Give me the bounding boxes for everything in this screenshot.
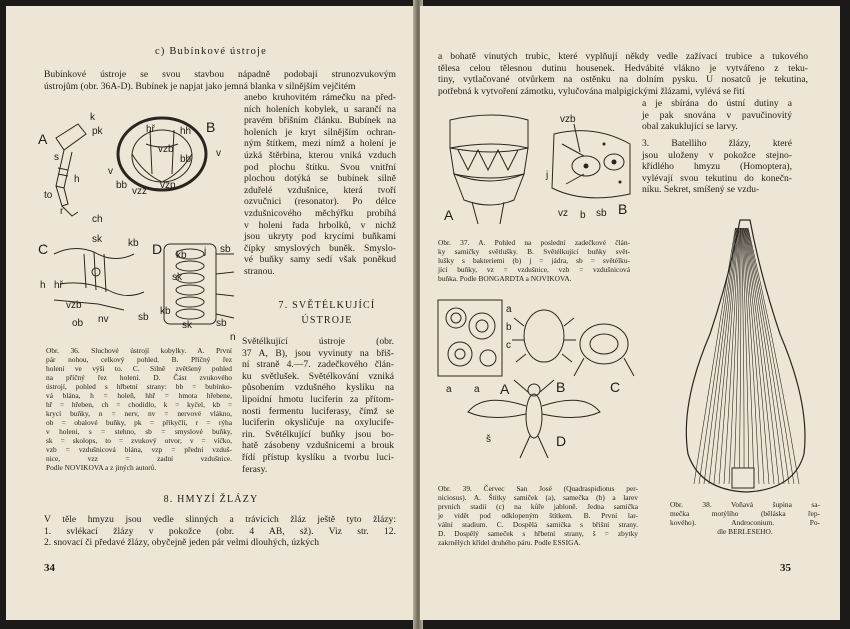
figure-39-caption-line: vální stadium. C. Dospělá samička s břišní strany. xyxy=(438,520,638,529)
figure-label: h xyxy=(40,280,46,291)
figure-39-caption-line: zakrnělých křídel druhého páru. Podle ESSIGA. xyxy=(438,538,581,547)
figure-label: D xyxy=(152,241,163,257)
figure-label: B xyxy=(618,201,628,217)
scale-rib-shape xyxy=(739,228,741,484)
svetelkujici-line: ferasy. xyxy=(242,463,268,475)
figure-37-caption-line: Obr. 37. A. Pohled na poslední zadečkové člán- xyxy=(438,238,630,247)
section-7-title: 7. SVĚTÉLKUJÍCÍ xyxy=(278,300,376,311)
figure-36-caption xyxy=(46,346,232,472)
figure-38-caption-line: kového). Androconium. Po- xyxy=(670,518,820,527)
figure-38-androconium xyxy=(670,214,820,498)
figure-37-caption-line: ky samičky světlušky. B. Světélkující buňky svět- xyxy=(438,247,630,256)
figure-label: sb xyxy=(216,318,227,329)
figure-label: hř xyxy=(54,280,63,291)
figure-label: nv xyxy=(98,314,109,325)
figure-label: to xyxy=(44,190,53,201)
figure-label: ch xyxy=(92,214,103,225)
figure-label: h xyxy=(74,174,80,185)
figure-label: B xyxy=(556,379,566,395)
figure-label: s xyxy=(54,152,59,163)
paragraph-bubinkove-intro xyxy=(44,69,396,92)
hmyzi-zlazy-line: 2. snovací či předavé žlázy, obyčejně jeden pár velmi dlouhých, úzkých xyxy=(44,537,320,549)
page-number-right: 35 xyxy=(780,562,791,574)
svetelkujici-line: Světélkující ústroje (obr. xyxy=(242,336,394,347)
hmyzi-zlazy-line: 1. svlékací žlázy v pokožce (obr. 4 AB, sž). Viz str. 12. xyxy=(44,525,396,537)
sensory-cell-shape xyxy=(176,309,204,319)
bubinkove-column-line: v holeni řada hrbolků, v nichž xyxy=(244,219,396,231)
figure-label: v xyxy=(216,148,221,159)
figure-label: kb xyxy=(128,238,139,249)
page-number-left: 34 xyxy=(44,562,55,574)
svetelkujici-line: nosti fermentu luciferasy, čímž se xyxy=(242,405,394,417)
figure-label: ob xyxy=(72,318,84,329)
figure-label: c xyxy=(506,340,511,351)
bubinkove-column-line: ních holeních kobylek, u sarančí na xyxy=(244,103,396,115)
figure-label: j xyxy=(546,170,549,181)
figure-label: vzb xyxy=(560,114,576,125)
snovaci-line: a bohatě vinutých trubic, které vyplňují někdy vedle zažívací trubice a tukového xyxy=(438,51,808,62)
scale-rib-shape xyxy=(742,228,749,484)
figure-label: k xyxy=(90,112,95,123)
bubinkove-column-line: anebo kruhovitém rámečku na před- xyxy=(244,92,396,103)
figure-36-caption-line: Obr. 36. Sluchové ústrojí kobylky. A. První xyxy=(46,346,232,355)
figure-label: sk xyxy=(92,234,102,245)
scale-rib-shape xyxy=(746,228,784,484)
batelliho-line: níku. Sekret, smíšený se vzdu- xyxy=(642,184,760,196)
section-c-title: c) Bubínkové ústroje xyxy=(154,46,268,57)
bubinkove-column-line: vé buňky samy sedí však poněkud xyxy=(244,254,396,266)
batelliho-line: 3. Batelliho žlázy, které xyxy=(642,138,792,149)
snovaci-column-line: je pak snována v pavučinovitý xyxy=(642,109,792,121)
hmyzi-zlazy-line: V těle hmyzu jsou vedle slinných a trávicích žláz ještě tyto žlázy: xyxy=(44,514,396,525)
svetelkujici-line: lipoidní hmotu luciferin za přítom- xyxy=(242,393,394,405)
figure-label: š xyxy=(486,434,491,445)
figure-39-caption xyxy=(438,484,638,547)
figure-38-caption-line: dle BERLESEHO. xyxy=(717,527,773,536)
figure-36-caption-line: ob = obalové buňky, pk = příkyčlí, r = rýha xyxy=(46,418,232,427)
figure-36-caption-line: v holeni, s = stehno, sb = smyslové buňky, xyxy=(46,427,232,436)
figure-label: a xyxy=(506,304,512,315)
figure-label: n xyxy=(230,332,236,343)
figure-label: A xyxy=(444,207,454,223)
figure-label: a xyxy=(446,384,452,395)
figure-37-caption-line: lušky s bakteriemi (b) j = jádra, sb = světélku- xyxy=(438,256,630,265)
bubinkove-column-line: ným štítkem, mezi nímž a holení je xyxy=(244,138,396,150)
figure-label: bb xyxy=(116,180,128,191)
snovaci-line: tiny, vytlačované otvůrkem na ostěnku na dolním pysku. U nosatců je tekutina, xyxy=(438,74,808,86)
figure-label: j xyxy=(204,246,207,257)
paragraph-snovaci-column xyxy=(642,98,792,133)
figure-37-caption xyxy=(438,238,630,283)
figure-38-caption xyxy=(670,500,820,536)
snovaci-column-line: obal zakuklující se larvy. xyxy=(642,121,738,133)
bubinkove-column-line: stranou. xyxy=(244,265,275,277)
bubinkove-column-line: jsou ukryty pod krycími buňkami xyxy=(244,231,396,243)
scale-rib-shape xyxy=(709,228,737,484)
figure-39-caption-line: prvních stadií (c) na kůře jabloně. Jedna samička xyxy=(438,502,638,511)
figure-label: B xyxy=(206,119,216,135)
svetelkujici-line: hatě zásobeny vzdušnicemi a brouk xyxy=(242,440,394,452)
snovaci-line: potřebná k vytvoření zámotku, vylučována malpigickými žlázami, vylévá se řití xyxy=(438,85,745,97)
figure-36-caption-line: hř = hřeben, ch = chodidlo, k = kyčel, kb = xyxy=(46,400,232,409)
batelliho-line: jsou uloženy v pokožce stejno- xyxy=(642,149,792,161)
figure-label: vzp xyxy=(160,180,176,191)
figure-label: hh xyxy=(180,126,192,137)
figure-39-caption-line: Obr. 39. Červec San José (Quadraspidiotus per- xyxy=(438,484,638,493)
figure-36-caption-line: na příčný řez holení. D. Část zvukového xyxy=(46,373,232,382)
scale-rib-shape xyxy=(746,228,779,484)
figure-39-caption-line: niciosus). A. Štítky samiček (a), samečka (b) a larev xyxy=(438,493,638,502)
figure-label: vzz xyxy=(132,186,147,197)
snovaci-line: tělesa celou tělesnou dutinu housenek. Hedvábité vlákno je vytvářeno z teku- xyxy=(438,62,808,74)
figure-37-caption-line: buňka. Podle BONGARDTA a NOVIKOVA. xyxy=(438,274,572,283)
figure-36-caption-line: sk = skolops, to = zvukový otvor, v = víčko, xyxy=(46,436,232,445)
paragraph-batelliho xyxy=(642,138,792,196)
figure-label: C xyxy=(38,241,49,257)
bubinkove-column-line: holeních je kryt silnějším ochran- xyxy=(244,126,396,138)
sensory-cell-shape xyxy=(176,285,204,295)
section-7-title-line2: ÚSTROJE xyxy=(301,315,353,326)
svetelkujici-line: řídí přístup kyslíku a tvorbu luci- xyxy=(242,451,394,463)
svetelkujici-line: 37 A, B), jsou vyvinuty na břiš- xyxy=(242,347,394,359)
figure-label: sb xyxy=(138,312,149,323)
figure-label: vzb xyxy=(66,300,82,311)
figure-36-caption-line: Podle NOVIKOVA a z jiných autorů. xyxy=(46,463,157,472)
svetelkujici-line: působením vzdušného kyslíku na xyxy=(242,382,394,394)
figure-label: r xyxy=(60,206,64,217)
svetelkujici-line: rin. Světélkující buňky jsou bo- xyxy=(242,428,394,440)
figure-label: A xyxy=(38,131,48,147)
figure-label: vzb xyxy=(158,144,174,155)
figure-39-caption-line: je vidět pod odklopeným štítkem. B. První lar- xyxy=(438,511,638,520)
figure-label: pk xyxy=(92,126,103,137)
bubinkove-column-line: pod plochu štítku. Svou vnitřní xyxy=(244,161,396,173)
figure-label: bb xyxy=(180,154,192,165)
bubinkove-column-line: čípky smyslových buněk. Smyslo- xyxy=(244,242,396,254)
figure-label: sk xyxy=(172,272,182,283)
figure-label: sb xyxy=(220,244,231,255)
bubinkove-column-line: úzká štěrbina, kterou vniká vzduch xyxy=(244,149,396,161)
figure-label: vz xyxy=(558,208,568,219)
figure-36-caption-line: nice, vzz = zadní vzdušnice. xyxy=(46,454,232,463)
left-page xyxy=(6,6,416,620)
bubinkove-column-line: zduřelé vzdušnice, která tvoří xyxy=(244,184,396,196)
figure-label: C xyxy=(610,379,621,395)
figure-label: kb xyxy=(176,250,187,261)
figure-38-drawing xyxy=(670,214,820,498)
figure-36-caption-line: pár nohou, celkový pohled. B. Příčný řez xyxy=(46,355,232,364)
snovaci-column-line: a je sbírána do ústní dutiny a xyxy=(642,98,792,109)
figure-label: v xyxy=(108,166,113,177)
paragraph-snovaci-continuation xyxy=(438,51,808,97)
figure-36-caption-line: holení ve výši to. C. Silně zvětšený pohled xyxy=(46,364,232,373)
figure-37-caption-line: jící buňky, vz = vzdušnice, vzb = vzdušnicová xyxy=(438,265,630,274)
figure-label: a xyxy=(474,384,480,395)
figure-39-caption-line: D. Dospělý sameček s hřbetní strany, š = zbytky xyxy=(438,529,638,538)
svetelkujici-line: ní straně 4.—7. zadečkového člán- xyxy=(242,359,394,371)
figure-label: sk xyxy=(182,320,192,331)
bubinkove-column-line: vzdušnicového měchýřku probíhá xyxy=(244,207,396,219)
sensory-cell-shape xyxy=(176,297,204,307)
figure-label: D xyxy=(556,433,567,449)
figure-36-caption-line: krycí buňky, n = nerv, nv = nervové vlákno, xyxy=(46,409,232,418)
figure-36-drawing xyxy=(34,104,246,343)
figure-38-caption-line: Obr. 38. Voňavá šupina sa- xyxy=(670,500,820,509)
bubinkove-column-line: ozvučnici (resonator). Po délce xyxy=(244,196,396,208)
right-page xyxy=(420,6,840,620)
figure-37-drawing xyxy=(434,104,634,228)
figure-37-firefly xyxy=(434,104,634,228)
figure-label: b xyxy=(580,210,586,221)
bubinkove-intro-line: Bubínkové ústroje se svou stavbou nápadně podobají strunozvukovým xyxy=(44,69,396,80)
figure-label: sb xyxy=(596,208,607,219)
paragraph-svetelkujici xyxy=(242,336,394,475)
figure-36-caption-line: vzb = vzdušnicová blána, vzp = přední vzduš- xyxy=(46,445,232,454)
figure-label: kb xyxy=(160,306,171,317)
batelliho-line: křídlého hmyzu (Homoptera), xyxy=(642,161,792,173)
figure-39-san-jose-scale xyxy=(434,296,644,476)
figure-label: b xyxy=(506,322,512,333)
svetelkujici-line: ku světlušek. Světélkování vzniká xyxy=(242,370,394,382)
scale-rib-shape xyxy=(694,228,735,484)
figure-label: A xyxy=(500,381,510,397)
figure-36-hearing-organ xyxy=(34,104,246,343)
figure-38-caption-line: mečka motýlího (běláska řep- xyxy=(670,509,820,518)
paragraph-hmyzi-zlazy xyxy=(44,514,396,549)
figure-39-drawing xyxy=(434,296,644,476)
figure-36-caption-line: vá blána, h = holeň, hhř = hmota hřebene, xyxy=(46,391,232,400)
sensory-cell-shape xyxy=(176,261,204,271)
paragraph-bubinkove-column xyxy=(244,92,396,278)
figure-36-caption-line: ústrojí, pohled s hřbetní strany: bb = bubínko- xyxy=(46,382,232,391)
svetelkujici-line: luciferin okysličuje na oxylucife- xyxy=(242,417,394,429)
section-8-title: 8. HMYZÍ ŽLÁZY xyxy=(163,494,259,505)
figure-label: hř xyxy=(146,124,155,135)
bubinkove-column-line: plochou dotýká se bubínek silně xyxy=(244,173,396,185)
bubinkove-intro-line: ústrojům (obr. 36A-D). Bubínek je napjat jako jemná blanka v silnějším vejčitém xyxy=(44,80,356,92)
bubinkove-column-line: pravém břišním článku. Bubínek na xyxy=(244,115,396,127)
batelliho-line: vylévají svou tekutinu do konečn- xyxy=(642,172,792,184)
